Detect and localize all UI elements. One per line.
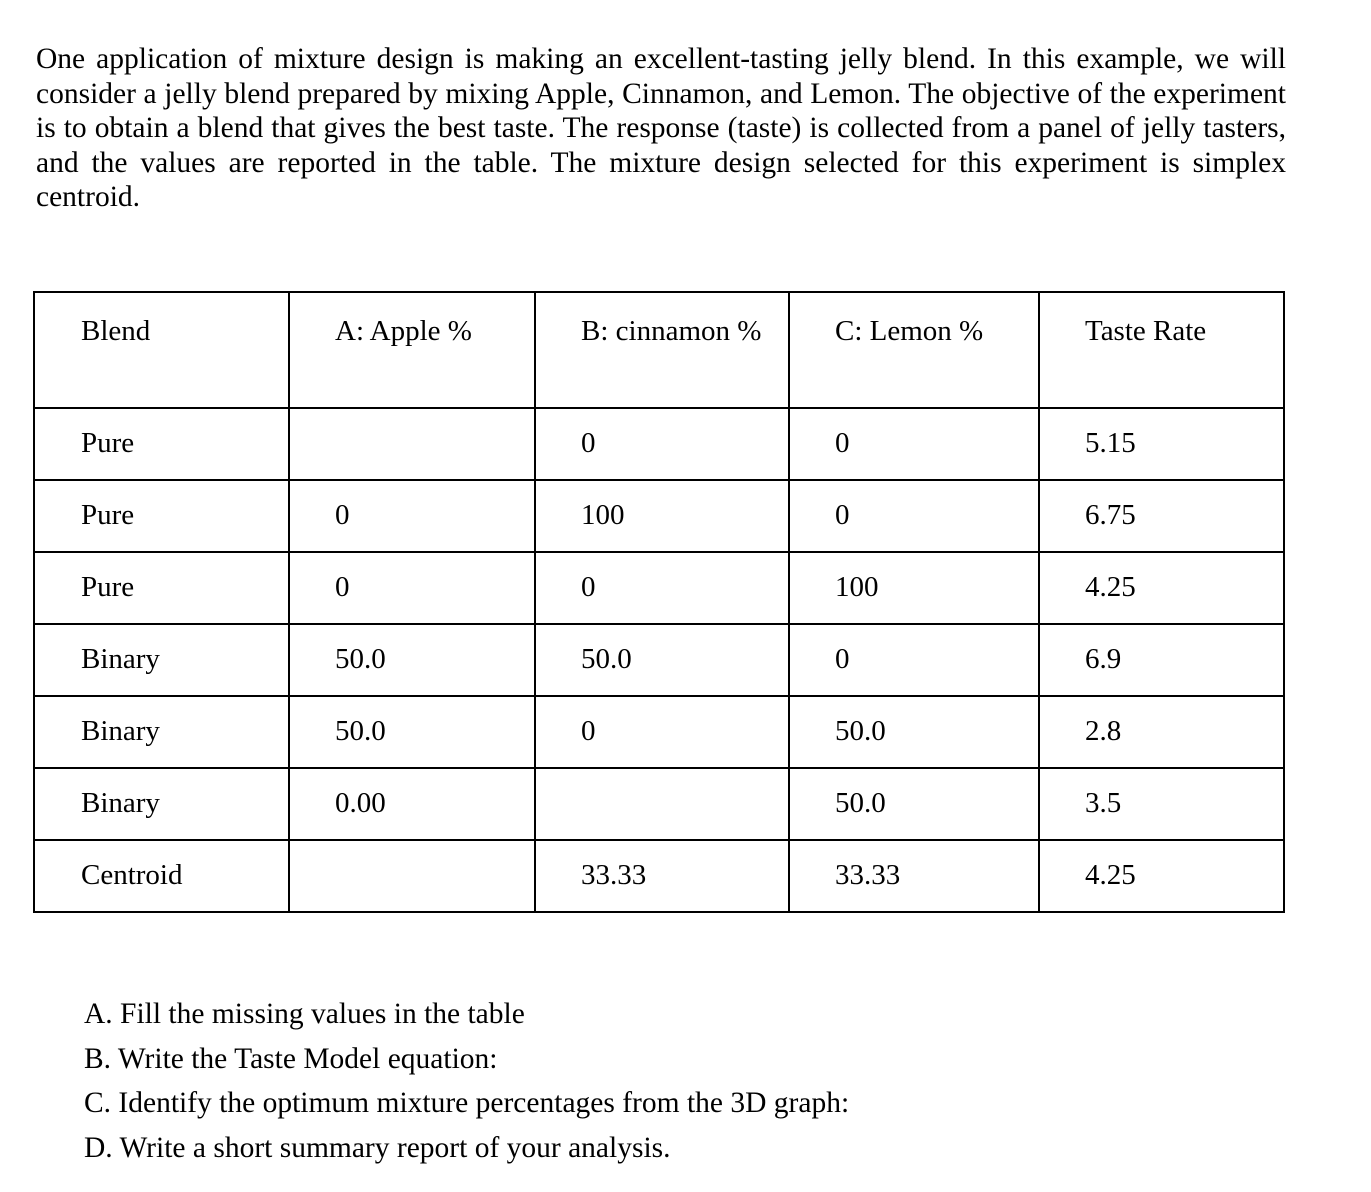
cell-apple: 0 [289,552,535,624]
table-row [34,552,1284,624]
table-row [34,624,1284,696]
table-row [34,480,1284,552]
cell-apple: 0 [289,480,535,552]
cell-taste: 3.5 [1039,768,1284,840]
cell-apple: 50.0 [289,696,535,768]
header-cinnamon: B: cinnamon % [535,292,789,408]
cell-lemon: 33.33 [789,840,1039,912]
cell-lemon: 0 [789,408,1039,480]
cell-cinnamon: 100 [535,480,789,552]
cell-lemon: 0 [789,480,1039,552]
cell-cinnamon [535,768,789,840]
cell-blend: Pure [34,408,289,480]
table-row [34,408,1284,480]
intro-paragraph: One application of mixture design is making an excellent-tasting jelly blend. In this example, we will consider a jelly blend prepared by mixing Apple, Cinnamon, and Lemon. The objective of the experiment is to obtain a blend that gives the best taste. The response (taste) is collected from a panel of jelly tasters, and the values are reported in the table. The mixture design selected for this experiment is simplex centroid. [36,43,1286,213]
question-a: A. Fill the missing values in the table [84,998,525,1030]
cell-taste: 4.25 [1039,840,1284,912]
question-b: B. Write the Taste Model equation: [84,1042,498,1075]
cell-taste: 2.8 [1039,696,1284,768]
cell-taste: 6.9 [1039,624,1284,696]
question-c: C. Identify the optimum mixture percentages from the 3D graph: [84,1087,850,1119]
header-lemon: C: Lemon % [789,292,1039,408]
cell-blend: Binary [34,768,289,840]
mixture-design-table [33,291,1285,913]
cell-blend: Binary [34,624,289,696]
cell-lemon: 50.0 [789,768,1039,840]
table-row [34,768,1284,840]
cell-lemon: 100 [789,552,1039,624]
cell-cinnamon: 0 [535,552,789,624]
cell-lemon: 0 [789,624,1039,696]
header-blend: Blend [34,292,289,408]
cell-apple: 50.0 [289,624,535,696]
cell-blend: Pure [34,552,289,624]
cell-cinnamon: 33.33 [535,840,789,912]
cell-cinnamon: 0 [535,696,789,768]
table-row [34,696,1284,768]
cell-blend: Centroid [34,840,289,912]
cell-taste: 4.25 [1039,552,1284,624]
cell-taste: 5.15 [1039,408,1284,480]
table-row [34,840,1284,912]
cell-cinnamon: 0 [535,408,789,480]
cell-cinnamon: 50.0 [535,624,789,696]
cell-taste: 6.75 [1039,480,1284,552]
question-d: D. Write a short summary report of your analysis. [84,1131,671,1164]
cell-blend: Binary [34,696,289,768]
cell-apple [289,408,535,480]
table-header-row [34,292,1284,408]
cell-apple: 0.00 [289,768,535,840]
header-taste: Taste Rate [1039,292,1284,408]
cell-blend: Pure [34,480,289,552]
cell-lemon: 50.0 [789,696,1039,768]
header-apple: A: Apple % [289,292,535,408]
cell-apple [289,840,535,912]
question-list [84,992,849,1170]
